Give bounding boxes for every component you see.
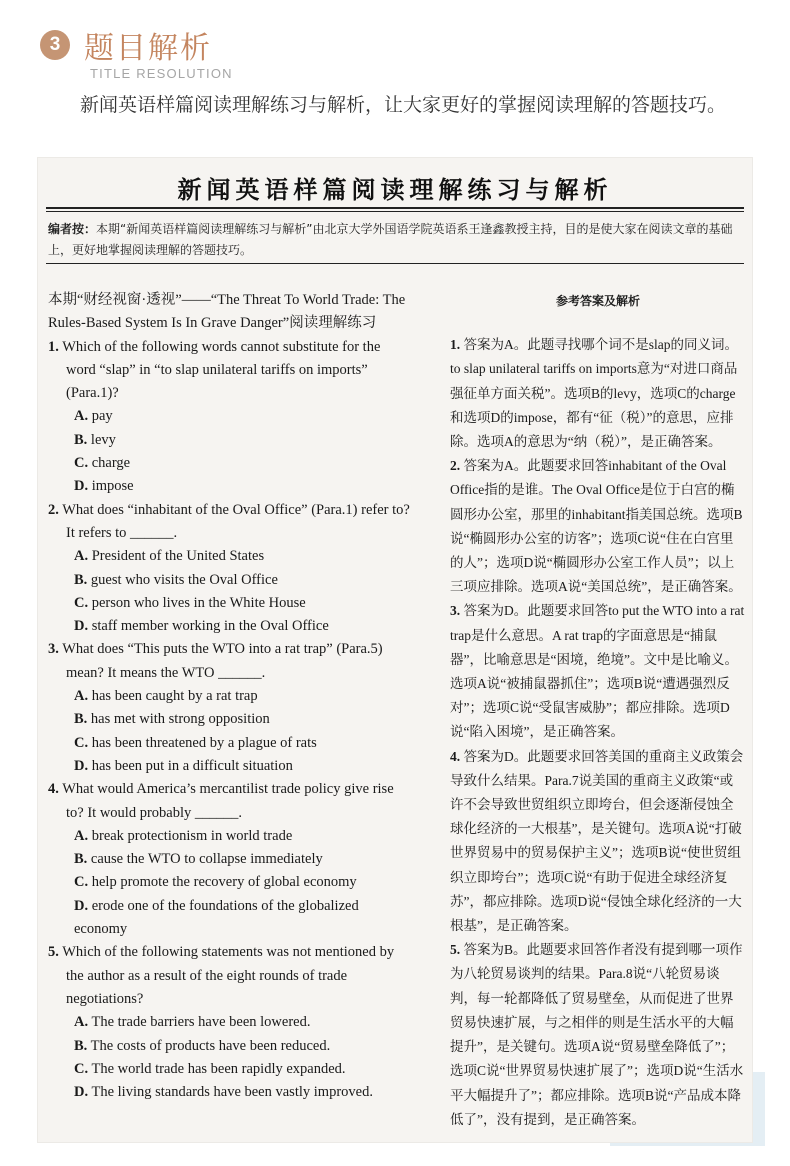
exercise-intro: 本期“财经视窗·透视”——“The Threat To World Trade: The Rules-Based System Is In Grave Danger”阅读理解练习 [48, 292, 406, 332]
answer-number: 5. [450, 942, 461, 958]
option-d [48, 1081, 410, 1104]
option-letter: B. [74, 851, 88, 868]
question-number: 1. [48, 338, 59, 355]
option-b [48, 848, 410, 871]
title-rule-thin [46, 211, 744, 212]
question-number: 3. [48, 641, 59, 658]
option-letter: D. [74, 897, 89, 914]
answer-3 [450, 599, 746, 744]
option-letter: B. [74, 571, 88, 588]
answer-1 [450, 333, 746, 454]
option-a [48, 825, 410, 848]
answer-number: 2. [450, 458, 461, 474]
option-d [48, 615, 410, 638]
option-text: The trade barriers have been lowered. [91, 1014, 311, 1031]
option-letter: C. [74, 1060, 89, 1077]
answer-text: 答案为A。此题要求回答inhabitant of the Oval Office指的是谁。The Oval Office是位于白宫的椭圆形办公室，那里的inhabitant指美国总统。选项B说“椭圆形办公室的访客”；选项C说“住在白宫里的人”；选项D说“椭圆形办公室工作人员”；以上三项应排除。选项A说“美国总统”，是正确答案。 [450, 458, 743, 595]
answer-5 [450, 938, 746, 1132]
option-text: help promote the recovery of global economy [91, 874, 357, 891]
option-a [48, 685, 410, 708]
option-text: impose [91, 478, 134, 495]
option-letter: B. [74, 1037, 88, 1054]
answers-heading: 参考答案及解析 [555, 294, 640, 308]
option-letter: A. [74, 688, 89, 705]
option-text: has been threatened by a plague of rats [91, 734, 317, 751]
option-letter: D. [74, 478, 89, 495]
question-3 [48, 638, 410, 685]
option-text: guest who visits the Oval Office [90, 571, 278, 588]
question-text: What does “inhabitant of the Oval Office” (Para.1) refer to? It refers to ______. [62, 501, 410, 541]
option-d [48, 895, 410, 942]
question-number: 4. [48, 781, 59, 798]
answer-number: 3. [450, 603, 461, 619]
option-letter: A. [74, 1014, 89, 1031]
title-rule-thick [46, 207, 744, 209]
note-rule [46, 263, 744, 264]
option-letter: A. [74, 408, 89, 425]
editor-note-text: 本期“新闻英语样篇阅读理解练习与解析”由北京大学外国语学院英语系王逢鑫教授主持，目的是使大家在阅读文章的基础上，更好地掌握阅读理解的答题技巧。 [48, 222, 733, 257]
question-text: Which of the following words cannot substitute for the word “slap” in “to slap unilateral tariffs on imports” (Para.1)? [62, 338, 381, 402]
option-letter: B. [74, 711, 88, 728]
option-letter: C. [74, 455, 89, 472]
option-text: charge [91, 455, 131, 472]
option-text: break protectionism in world trade [91, 827, 293, 844]
answer-number: 4. [450, 748, 461, 764]
answer-text: 答案为D。此题要求回答美国的重商主义政策会导致什么结果。Para.7说美国的重商主义政策“或许不会导致世贸组织立即垮台，但会逐渐侵蚀全球化经济的一大根基”，是关键句。选项A说“打破世界贸易中的贸易保护主义”；选项B说“使世贸组织立即垮台”；选项C说“有助于促进全球经济复苏”，都应排除。选项D说“侵蚀全球化经济的一大根基”，是正确答案。 [450, 748, 744, 934]
option-letter: A. [74, 827, 89, 844]
option-a [48, 405, 410, 428]
section-number-badge: 3 [40, 30, 70, 60]
question-number: 2. [48, 501, 59, 518]
option-letter: C. [74, 874, 89, 891]
option-c [48, 1058, 410, 1081]
option-letter: D. [74, 757, 89, 774]
option-d [48, 755, 410, 778]
questions-column [48, 289, 410, 1104]
option-text: staff member working in the Oval Office [91, 618, 329, 635]
option-text: person who lives in the White House [91, 594, 306, 611]
option-letter: C. [74, 594, 89, 611]
question-text: What does “This puts the WTO into a rat trap” (Para.5) mean? It means the WTO ______. [62, 641, 383, 681]
section-subtitle: TITLE RESOLUTION [90, 66, 233, 81]
option-text: has been caught by a rat trap [91, 688, 258, 705]
answer-4 [450, 745, 746, 939]
answer-list [450, 333, 746, 1132]
option-c [48, 871, 410, 894]
option-c [48, 592, 410, 615]
editor-note [48, 219, 742, 261]
option-letter: A. [74, 548, 89, 565]
option-c [48, 732, 410, 755]
option-b [48, 569, 410, 592]
option-letter: D. [74, 618, 89, 635]
option-b [48, 1035, 410, 1058]
answer-2 [450, 454, 746, 599]
option-text: cause the WTO to collapse immediately [90, 851, 323, 868]
answer-text: 答案为D。此题要求回答to put the WTO into a rat trap是什么意思。A rat trap的字面意思是“捕鼠器”，比喻意思是“困境，绝境”。文中是比喻义。选项A说“被捕鼠器抓住”；选项B说“遭遇强烈反对”；选项C说“受鼠害威胁”；都应排除。选项D说“陷入困境”，是正确答案。 [450, 603, 745, 740]
question-number: 5. [48, 944, 59, 961]
option-c [48, 452, 410, 475]
page-title: 新闻英语样篇阅读理解练习与解析 [177, 176, 613, 204]
option-text: The world trade has been rapidly expanded. [91, 1060, 346, 1077]
answers-column [450, 289, 746, 1132]
option-a [48, 1011, 410, 1034]
option-letter: D. [74, 1084, 89, 1101]
answer-text: 答案为A。此题寻找哪个词不是slap的同义词。to slap unilateral tariffs on imports意为“对进口商品强征单方面关税”。选项B的levy，选项C的charge和选项D的impose，都有“征（税）”的意思，应排除。选项A的意思为“纳（税）”，是正确答案。 [450, 337, 738, 450]
option-letter: B. [74, 431, 88, 448]
section-title: 题目解析 [84, 31, 212, 66]
scanned-page [37, 157, 753, 1143]
question-text: What would America’s mercantilist trade policy give rise to? It would probably ______. [62, 781, 394, 821]
section-intro: 新闻英语样篇阅读理解练习与解析，让大家更好的掌握阅读理解的答题技巧。 [80, 94, 727, 116]
option-text: has met with strong opposition [90, 711, 270, 728]
option-b [48, 708, 410, 731]
question-1 [48, 336, 410, 406]
option-text: levy [90, 431, 116, 448]
option-text: The living standards have been vastly improved. [91, 1084, 373, 1101]
option-text: erode one of the foundations of the globalized economy [74, 897, 359, 938]
option-b [48, 429, 410, 452]
option-text: President of the United States [91, 548, 265, 565]
option-text: has been put in a difficult situation [91, 757, 293, 774]
editor-note-label: 编者按： [48, 222, 97, 236]
question-list [48, 336, 410, 1105]
answer-text: 答案为B。此题要求回答作者没有提到哪一项作为八轮贸易谈判的结果。Para.8说“八轮贸易谈判，每一轮都降低了贸易壁垒，从而促进了世界贸易快速扩展，与之相伴的则是生活水平的大幅提升”，是关键句。选项A说“贸易壁垒降低了”；选项C说“世界贸易快速扩展了”；选项D说“生活水平大幅提升了”；都应排除。选项B说“产品成本降低了”，没有提到，是正确答案。 [450, 942, 744, 1127]
section-header [40, 20, 212, 70]
option-a [48, 545, 410, 568]
question-text: Which of the following statements was not mentioned by the author as a result of the eight rounds of trade negotiations? [62, 944, 395, 1007]
question-2 [48, 499, 410, 546]
answer-number: 1. [450, 337, 461, 353]
option-d [48, 475, 410, 498]
option-text: pay [91, 408, 113, 425]
option-text: The costs of products have been reduced. [90, 1037, 331, 1054]
option-letter: C. [74, 734, 89, 751]
question-4 [48, 778, 410, 825]
question-5 [48, 941, 410, 1011]
